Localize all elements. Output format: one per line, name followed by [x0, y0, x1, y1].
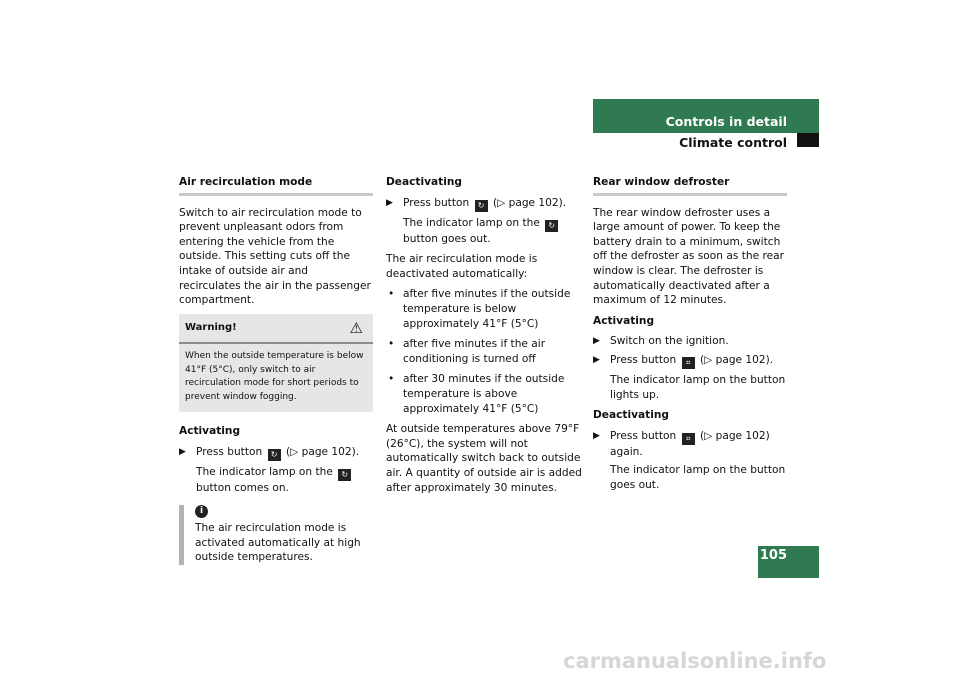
bullet-icon: •	[388, 338, 395, 351]
step-text-after: (▷ page 102).	[492, 196, 567, 209]
step-arrow-icon: ▶	[386, 197, 393, 208]
bullet-text: after five minutes if the outside temperature is below approximately 41°F (5°C)	[403, 288, 571, 330]
step-text-after: (▷ page 102) again.	[610, 429, 770, 458]
page-number: 105	[759, 548, 787, 563]
bullet-icon: •	[388, 288, 395, 301]
defroster-on-step	[593, 353, 787, 369]
recirculation-button-icon: ↻	[545, 220, 558, 232]
result-text-after: button goes out.	[403, 232, 491, 245]
warning-title: Warning!	[185, 321, 237, 333]
step-text-after: (▷ page 102).	[285, 445, 360, 458]
warning-header	[179, 314, 373, 344]
step-text-before: Press button	[610, 429, 677, 442]
step-arrow-icon: ▶	[593, 354, 600, 365]
defroster-deactivating-title: Deactivating	[593, 409, 669, 422]
defroster-intro: The rear window defroster uses a large amount of power. To keep the battery drain to a minimum, switch off the defroster as soon as the rear window is clear. The defroster is automatically deactivated after a maximum of 12 minutes.	[593, 206, 784, 307]
recirculation-button-icon: ↻	[338, 469, 351, 481]
auto-deactivate-intro: The air recirculation mode is deactivated automatically:	[386, 253, 538, 280]
step-arrow-icon: ▶	[593, 430, 600, 441]
deactivating-title: Deactivating	[386, 176, 462, 188]
bullet-item	[386, 287, 584, 331]
step-text: Switch on the ignition.	[610, 335, 729, 348]
defroster-off-result: The indicator lamp on the button goes out.	[610, 464, 786, 491]
activate-result	[179, 465, 373, 496]
header-marker	[797, 133, 819, 147]
defroster-activating-title: Activating	[593, 314, 655, 327]
step-arrow-icon: ▶	[179, 446, 186, 457]
bullet-item	[386, 372, 584, 416]
result-text-before: The indicator lamp on the	[196, 465, 333, 478]
recirculation-button-icon: ↻	[475, 200, 488, 212]
defroster-title: Rear window defroster	[593, 175, 787, 196]
activate-step	[179, 445, 373, 461]
step-text-before: Press button	[610, 353, 677, 366]
watermark: carmanualsonline.info	[563, 649, 827, 673]
bullet-text: after 30 minutes if the outside temperature is above approximately 41°F (5°C)	[403, 373, 565, 415]
warning-triangle-icon: ⚠	[349, 318, 363, 337]
step-text-after: (▷ page 102).	[699, 353, 774, 366]
info-note-text: The air recirculation mode is activated automatically at high outside temperatures.	[195, 522, 361, 564]
warning-box	[179, 314, 373, 412]
info-icon: i	[195, 505, 208, 518]
step-text-before: Press button	[403, 196, 470, 209]
closing-paragraph: At outside temperatures above 79°F (26°C), the system will not automatically switch back to outside air. A quantity of outside air is added after approximately 30 minutes.	[386, 423, 582, 494]
deactivate-step	[386, 196, 584, 212]
subsection-title: Climate control	[679, 135, 787, 150]
deactivate-result	[386, 216, 584, 247]
recirculation-title: Air recirculation mode	[179, 175, 373, 196]
rear-defroster-button-icon: ⌗	[682, 357, 695, 369]
recirculation-intro: Switch to air recirculation mode to prevent unpleasant odors from entering the vehicle from the outside. This setting cuts off the intake of outside air and recirculates the air in the passenger compartment.	[179, 206, 371, 307]
section-title: Controls in detail	[665, 114, 787, 129]
middle-column	[386, 175, 584, 501]
rear-defroster-button-icon: ⌗	[682, 433, 695, 445]
step-text-before: Press button	[196, 445, 263, 458]
page-number-box	[758, 546, 819, 578]
left-column	[179, 175, 373, 565]
right-column	[593, 175, 787, 499]
result-text-after: button comes on.	[196, 481, 289, 494]
recirculation-button-icon: ↻	[268, 449, 281, 461]
ignition-step	[593, 334, 787, 349]
defroster-off-step	[593, 429, 787, 460]
bullet-icon: •	[388, 373, 395, 386]
bullet-item	[386, 337, 584, 366]
warning-text: When the outside temperature is below 41°F (5°C), only switch to air recirculation mode for short periods to prevent window fogging.	[185, 350, 364, 403]
defroster-on-result: The indicator lamp on the button lights up.	[610, 373, 786, 401]
header-banner	[593, 99, 819, 133]
step-arrow-icon: ▶	[593, 336, 600, 347]
info-note	[179, 505, 373, 565]
activating-title: Activating	[179, 424, 241, 437]
bullet-text: after five minutes if the air conditioning is turned off	[403, 338, 546, 365]
result-text-before: The indicator lamp on the	[403, 216, 540, 229]
